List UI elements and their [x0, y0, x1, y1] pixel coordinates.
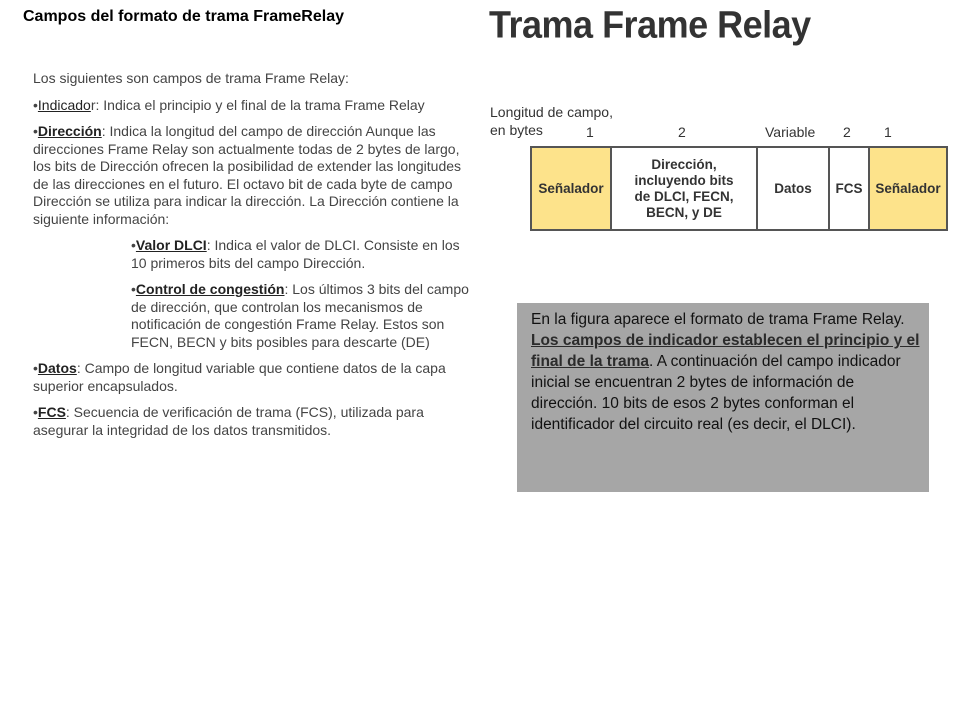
desc-valor-dlci: : Indica el valor de DLCI. Consiste en los 10 primeros bits del campo Dirección. [131, 237, 460, 271]
list-item-fcs [33, 404, 473, 439]
length-flag-end: 1 [884, 124, 892, 140]
bullet: • [131, 281, 136, 297]
list-item-indicador [33, 97, 473, 115]
length-address: 2 [678, 124, 686, 140]
desc-fcs: : Secuencia de verificación de trama (FCS), utilizada para asegurar la integridad de los datos transmitidos. [33, 404, 424, 438]
field-label: incluyendo bits [634, 172, 734, 188]
length-flag-start: 1 [586, 124, 594, 140]
figure-title: Trama Frame Relay [489, 3, 811, 47]
field-label: Señalador [538, 180, 604, 196]
field-label: Dirección, [651, 156, 717, 172]
desc-datos: : Campo de longitud variable que contiene datos de la capa superior encapsulados. [33, 360, 446, 394]
term-datos: Datos [37, 360, 77, 376]
frame-diagram [530, 146, 948, 231]
length-data: Variable [765, 124, 816, 140]
field-label: Señalador [875, 180, 941, 196]
field-length-label-line2: en bytes [490, 122, 543, 138]
desc-indicador: : Indica el principio y el final de la trama Frame Relay [95, 96, 425, 113]
intro-text: Los siguientes son campos de trama Frame Relay: [33, 70, 349, 86]
field-length-label-line1: Longitud de campo, [490, 104, 613, 120]
list-item-datos [33, 360, 473, 395]
bullet: • [33, 404, 38, 420]
field-descriptions [33, 70, 473, 448]
sub-item-control-congestion [33, 281, 473, 351]
field-flag-end [870, 148, 946, 229]
field-label: de DLCI, FECN, [634, 188, 734, 204]
field-fcs [830, 148, 870, 229]
bullet: • [33, 360, 38, 376]
field-label: BECN, y DE [646, 204, 722, 220]
desc-direccion: : Indica la longitud del campo de dirección Aunque las direcciones Frame Relay son actualmente todas de 2 bytes de largo, los bits de Dirección ofrecen la posibilidad de extender las longitudes de las direcciones en el futuro. El octavo bit de cada byte de campo Dirección se utiliza para indicar la dirección. La Dirección contiene la siguiente información: [33, 123, 462, 227]
explanation-box [517, 303, 929, 492]
bullet: • [33, 96, 38, 113]
list-item-direccion [33, 123, 473, 228]
length-fcs: 2 [843, 124, 851, 140]
bullet: • [131, 237, 136, 253]
explanation-text-pre: En la figura aparece el formato de trama Frame Relay. [531, 311, 905, 328]
sub-item-valor-dlci [33, 237, 473, 272]
field-label: FCS [835, 180, 863, 196]
term-indicador: Indicado [37, 96, 91, 113]
term-direccion: Dirección [37, 123, 102, 139]
field-address [612, 148, 758, 229]
term-control-congestion: Control de congestión [135, 281, 285, 297]
field-flag-start [532, 148, 612, 229]
explanation-highlight: Los campos de indicador establecen el principio y el final de la trama [531, 332, 920, 370]
term-indicador-tail: r [90, 96, 96, 113]
page-title: Campos del formato de trama FrameRelay [23, 8, 344, 25]
field-data [758, 148, 830, 229]
term-valor-dlci: Valor DLCI [135, 237, 207, 253]
field-length-label [490, 103, 613, 139]
field-label: Datos [774, 180, 812, 196]
explanation-text-post: . A continuación del campo indicador inicial se encuentran 2 bytes de información de dirección. 10 bits de esos 2 bytes conforman el identificador del circuito real (es decir, el DLCI). [531, 353, 901, 433]
term-fcs: FCS [37, 404, 66, 420]
bullet: • [33, 123, 38, 139]
desc-control-congestion: : Los últimos 3 bits del campo de dirección, que controlan los mecanismos de notificación de congestión Frame Relay. Estos son FECN, BECN y bits posibles para descarte (DE) [131, 281, 469, 350]
